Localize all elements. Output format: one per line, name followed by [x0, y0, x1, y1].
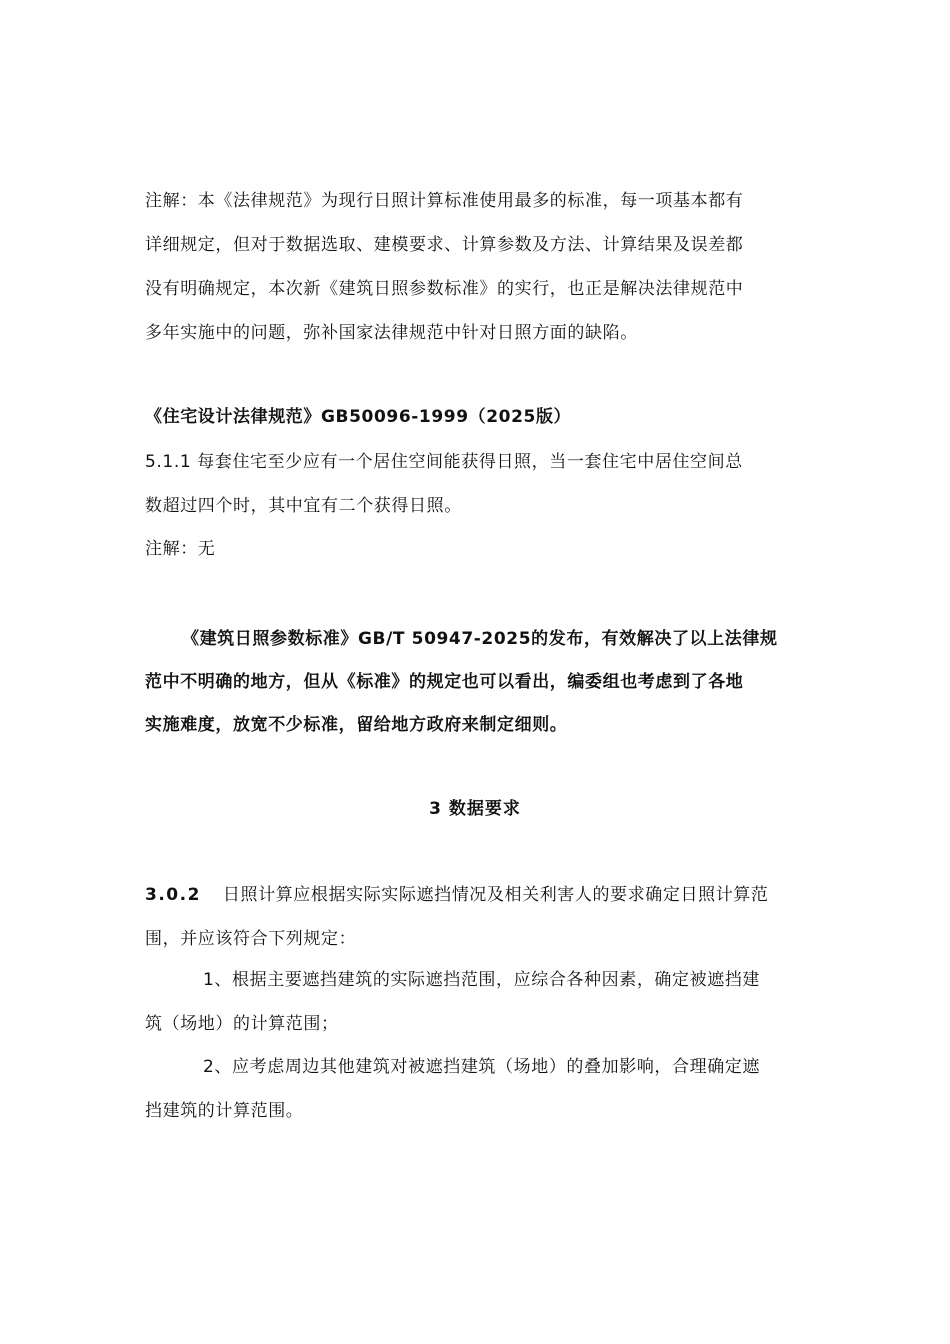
item-2-line-1: 2、应考虑周边其他建筑对被遮挡建筑（场地）的叠加影响，合理确定遮 — [203, 1057, 761, 1077]
clause-line-2: 围，并应该符合下列规定： — [145, 929, 357, 949]
clause-first-line — [145, 883, 769, 907]
clause-line-1: 日照计算应根据实际实际遮挡情况及相关利害人的要求确定日照计算范 — [222, 885, 769, 905]
summary-line-1: 《建筑日照参数标准》GB/T 50947-2025的发布，有效解决了以上法律规 — [182, 629, 778, 649]
item-2-line-2: 挡建筑的计算范围。 — [145, 1101, 304, 1121]
residential-note: 注解：无 — [145, 539, 216, 559]
residential-clause-line-1: 5.1.1 每套住宅至少应有一个居住空间能获得日照，当一套住宅中居住空间总 — [145, 452, 743, 472]
item-1-line-1: 1、根据主要遮挡建筑的实际遮挡范围，应综合各种因素，确定被遮挡建 — [203, 970, 761, 990]
summary-line-3: 实施难度，放宽不少标准，留给地方政府来制定细则。 — [145, 715, 568, 735]
residential-standard-title: 《住宅设计法律规范》GB50096-1999（2025版） — [145, 407, 572, 427]
item-1-line-2: 筑（场地）的计算范围； — [145, 1014, 339, 1034]
note-line-1: 注解：本《法律规范》为现行日照计算标准使用最多的标准，每一项基本都有 — [145, 191, 744, 211]
note-line-4: 多年实施中的问题，弥补国家法律规范中针对日照方面的缺陷。 — [145, 323, 638, 343]
residential-clause-line-2: 数超过四个时，其中宜有二个获得日照。 — [145, 496, 462, 516]
summary-line-2: 范中不明确的地方，但从《标准》的规定也可以看出，编委组也考虑到了各地 — [145, 672, 744, 692]
note-line-2: 详细规定，但对于数据选取、建模要求、计算参数及方法、计算结果及误差都 — [145, 235, 744, 255]
clause-number: 3.0.2 — [145, 885, 201, 905]
section-heading: 3 数据要求 — [429, 799, 521, 819]
note-line-3: 没有明确规定，本次新《建筑日照参数标准》的实行，也正是解决法律规范中 — [145, 279, 744, 299]
